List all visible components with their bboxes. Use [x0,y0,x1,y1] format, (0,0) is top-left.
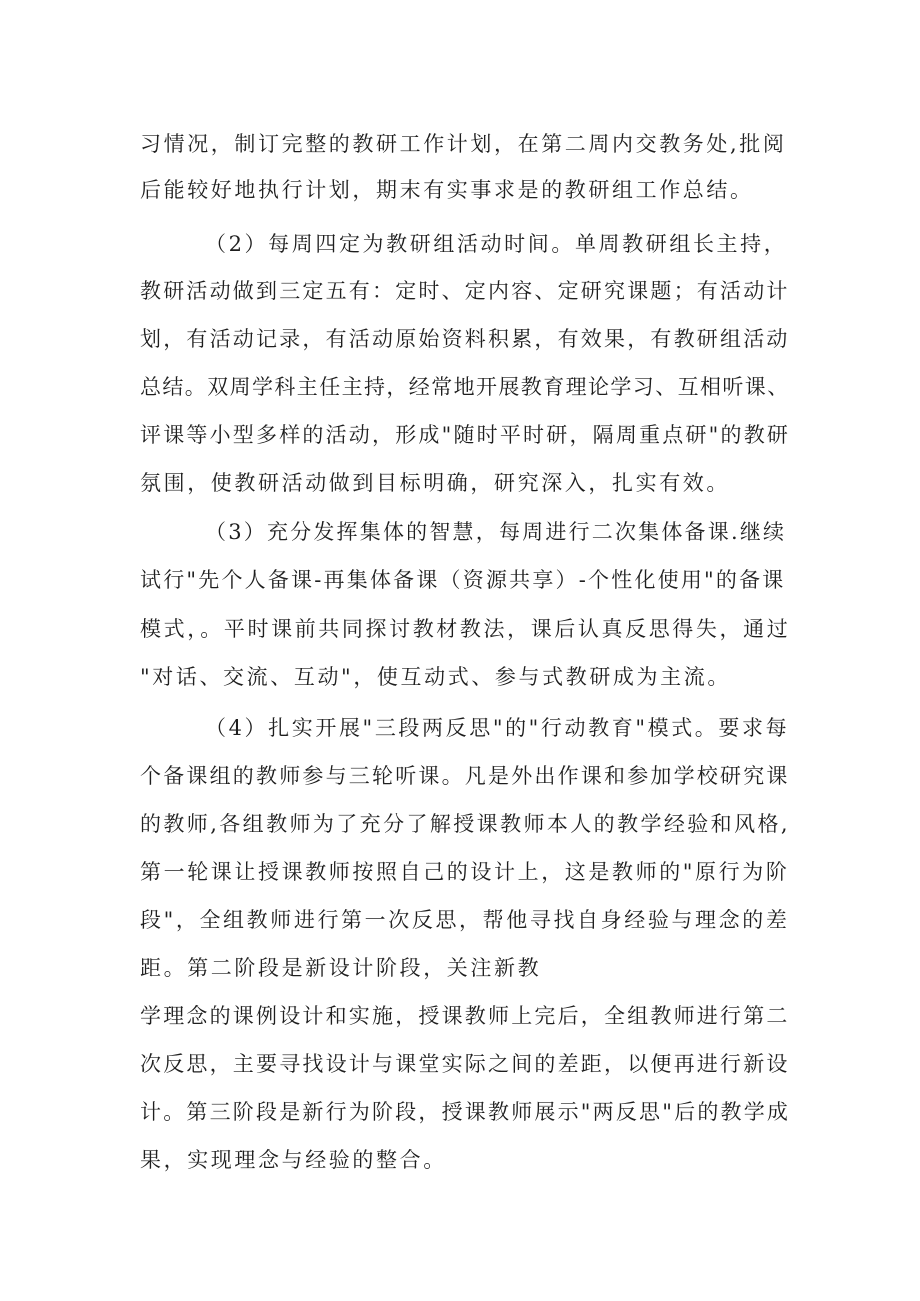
text-line: 学理念的课例设计和实施，授课教师上完后，全组教师进行第二 [140,1004,790,1028]
text-line: 的教师,各组教师为了充分了解授课教师本人的教学经验和风格, [140,812,790,836]
text-line: 段"，全组教师进行第一次反思，帮他寻找自身经验与理念的差 [140,908,790,932]
text-line: 教研活动做到三定五有：定时、定内容、定研究课题；有活动计 [140,279,790,303]
text-line: 总结。双周学科主任主持，经常地开展教育理论学习、互相听课、 [140,375,790,399]
text-line: 计。第三阶段是新行为阶段，授课教师展示"两反思"后的教学成 [140,1100,791,1124]
text-line: 距。第二阶段是新设计阶段，关注新教 [140,956,542,980]
text-line: 试行"先个人备课-再集体备课（资源共享）-个性化使用"的备课 [140,568,786,592]
text-line: 后能较好地执行计划，期末有实事求是的教研组工作总结。 [140,178,754,202]
paragraph-start-line: （4）扎实开展"三段两反思"的"行动教育"模式。要求每 [205,716,790,740]
text-line: 个备课组的教师参与三轮听课。凡是外出作课和参加学校研究课 [140,764,790,788]
text-line: 氛围，使教研活动做到目标明确，研究深入，扎实有效。 [140,471,730,495]
text-line: 第一轮课让授课教师按照自己的设计上，这是教师的"原行为阶 [140,860,790,884]
text-line: 评课等小型多样的活动，形成"随时平时研，隔周重点研"的教研 [140,423,791,447]
text-line: 模式，。平时课前共同探讨教材教法，课后认真反思得失，通过 [140,617,791,641]
text-line: 划，有活动记录，有活动原始资料积累，有效果，有教研组活动 [140,327,790,351]
text-line: 习情况，制订完整的教研工作计划，在第二周内交教务处,批阅 [140,132,787,156]
paragraph-start-line: （2）每周四定为教研组活动时间。单周教研组长主持， [205,232,788,256]
text-line: 次反思，主要寻找设计与课堂实际之间的差距，以便再进行新设 [140,1052,790,1076]
paragraph-start-line: （3）充分发挥集体的智慧，每周进行二次集体备课.继续 [205,520,787,544]
text-line: "对话、交流、互动"，使互动式、参与式教研成为主流。 [140,665,731,689]
text-line: 果，实现理念与经验的整合。 [140,1148,447,1172]
